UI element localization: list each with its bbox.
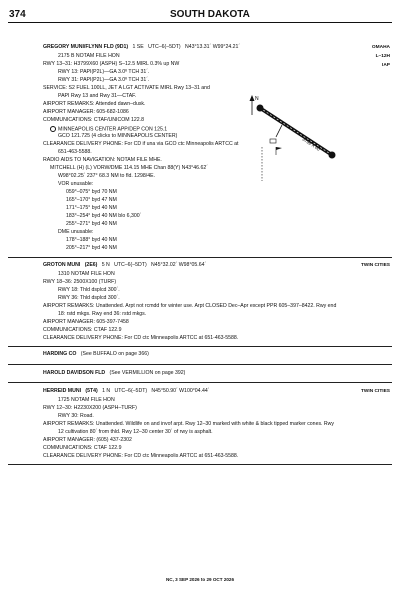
app-line: MINNEAPOLIS CENTER APP/DEP CON 125.1: [50, 126, 167, 133]
cross-reference: (See VERMILLION on page 392): [109, 370, 186, 376]
vor-item: 183°–254° byd 40 NM blo 6,300´: [66, 213, 142, 219]
airport-location: 1 SE: [132, 44, 144, 50]
airport-name: GREGORY MUNI/FLYNN FLD: [43, 44, 114, 50]
vor-unusable-label: VOR unusable:: [58, 181, 94, 187]
north-arrow-icon: [250, 95, 260, 115]
airport-elev-line: 2175 B NOTAM FILE HON: [58, 53, 120, 59]
runway-line: RWY 18–36: 2500X100 (TURF): [43, 279, 117, 285]
vor-item: 255°–271° byd 40 NM: [66, 221, 117, 227]
comms-line: COMMUNICATIONS: CTAF 122.9: [43, 445, 122, 451]
entry-divider: [8, 364, 392, 365]
airport-utc: UTC–6(–5DT): [148, 44, 181, 50]
entry-divider: [8, 464, 392, 465]
state-title: SOUTH DAKOTA: [170, 9, 250, 20]
airport-coords: N45°50.90´ W100°04.44´: [151, 388, 210, 394]
info-circle-icon: [50, 126, 56, 132]
entry-harding: [43, 352, 149, 357]
radio-aids-line: RADIO AIDS TO NAVIGATION: NOTAM FILE MHE.: [43, 157, 162, 163]
chart-label-iap: IAP: [382, 63, 390, 68]
manager-line: AIRPORT MANAGER: 605-397-7458: [43, 319, 129, 325]
airport-name: HERREID MUNI: [43, 388, 82, 394]
remarks-line: 18: rstd mkgs. Rwy end 36: rstd mkgs.: [58, 311, 147, 317]
airport-elev-line: 1310 NOTAM FILE HON: [58, 271, 115, 277]
runway-line: RWY 31: PAPI(P2L)—GA 3.0º TCH 31´.: [58, 77, 150, 83]
airport-location: 1 N: [102, 388, 111, 394]
dme-item: 178°–188° byd 40 NM: [66, 237, 117, 243]
remarks-line: 12 cultivation 80´ from thld. Rwy 12–30 center 30´ of rwy is asphalt.: [58, 429, 213, 435]
clearance-line: CLEARANCE DELIVERY PHONE: For CD ctc Minneapolis ARTCC at 651-463-5588.: [43, 453, 239, 459]
page-footer: NC, 3 SEP 2026 to 29 OCT 2026: [165, 577, 235, 582]
clearance-line: CLEARANCE DELIVERY PHONE: For CD if una via GCO ctc Minneapolis ARTCC at: [43, 141, 239, 147]
hangar-icon: [270, 139, 276, 143]
runway-line: RWY 30: Road.: [58, 413, 94, 419]
runway-end-marker-icon: [257, 105, 264, 112]
north-label: N: [255, 96, 259, 102]
comms-line: COMMUNICATIONS: CTAF 122.9: [43, 327, 122, 333]
runway-line: RWY 18: Thld dsplcd 300´.: [58, 287, 120, 293]
airport-location: 5 N: [101, 262, 110, 268]
comms-line: COMMUNICATIONS: CTAF/UNICOM 122.8: [43, 117, 144, 123]
manager-line: AIRPORT MANAGER: 605-682-1086: [43, 109, 129, 115]
entry-divider: [8, 346, 392, 347]
cross-reference: (See BUFFALO on page 366): [80, 351, 149, 357]
windsock-icon: [276, 147, 282, 155]
airport-diagram: [242, 85, 360, 185]
airport-coords: N45°32.02´ W98°05.64´: [151, 262, 207, 268]
runway-end-marker-icon: [329, 152, 336, 159]
service-line: SERVICE: S2 FUEL 100LL, JET A LGT ACTIVATE MIRL Rwy 13–31 and: [43, 85, 210, 91]
dme-item: 205°–217° byd 40 NM: [66, 245, 117, 251]
airport-ident: (5T4): [85, 388, 98, 394]
vor-item: 165°–170° byd 47 NM: [66, 197, 117, 203]
header-rule: [8, 22, 392, 23]
remarks-line: AIRPORT REMARKS: Unattended. Arpt not rcmdd for winter use. Arpt CLOSED Dec–Apr except PPR 605–397–8422. Rwy end: [43, 303, 337, 309]
navaid-line: W98°02.25´ 237° 68.3 NM to fld. 1298/4E.: [58, 173, 156, 179]
airport-utc: UTC–6(–5DT): [114, 262, 147, 268]
remarks-line: AIRPORT REMARKS: Attended dawn–dusk.: [43, 101, 146, 107]
navaid-line: MITCHELL (H) (L) VORW/DME 114.15 MHE Chan 88(Y) N43°46.62´: [50, 165, 208, 171]
runway-line: RWY 36: Thld dsplcd 300´.: [58, 295, 120, 301]
clearance-line: CLEARANCE DELIVERY PHONE: For CD ctc Minneapolis ARTCC at 651-463-5588.: [43, 335, 239, 341]
runway-line: RWY 13: PAPI(P2L)—GA 3.0º TCH 31´.: [58, 69, 150, 75]
dme-unusable-label: DME unusable:: [58, 229, 94, 235]
airport-name: HAROLD DAVIDSON FLD: [43, 370, 106, 376]
airport-ident: (2E6): [84, 262, 98, 268]
chart-label-twin-cities: TWIN CITIES: [360, 389, 390, 394]
entry-divider: [8, 257, 392, 258]
chart-label-twin-cities: TWIN CITIES: [360, 263, 390, 268]
service-line: PAPI Rwy 13 and Rwy 31—CTAF.: [58, 93, 137, 99]
vor-item: 059°–075° byd 70 NM: [66, 189, 117, 195]
taxiway: [276, 125, 282, 137]
chart-label-l12h: L–12H: [375, 54, 390, 59]
clearance-line: 651-463-5588.: [58, 149, 92, 155]
entry-harold-davidson: [43, 371, 185, 376]
gco-line: GCO 121.725 (4 clicks to MINNEAPOLIS CENTER): [58, 133, 178, 139]
airport-utc: UTC–6(–5DT): [114, 388, 148, 394]
airport-elev-line: 1725 NOTAM FILE HON: [58, 397, 115, 403]
chart-label-omaha: OMAHA: [371, 45, 390, 50]
runway-line: RWY 12–30: H2230X200 (ASPH–TURF): [43, 405, 137, 411]
manager-line: AIRPORT MANAGER: (605) 437-2302: [43, 437, 132, 443]
airport-name: GROTON MUNI: [43, 262, 81, 268]
remarks-line: AIRPORT REMARKS: Unattended. Wildlife on and invof arpt. Rwy 12–30 marked with white & black tipped marker cones. Rwy: [43, 421, 335, 427]
airport-coords: N43°13.31´ W99°24.21´: [184, 44, 241, 50]
entry-divider: [8, 382, 392, 383]
page-number: 374: [9, 9, 26, 20]
airport-ident: (9D1): [115, 44, 129, 50]
airport-name: HARDING CO: [43, 351, 77, 357]
runway-line: RWY 13–31: H3799X60 (ASPH) S–12.5 MIRL 0.3% up NW: [43, 61, 180, 67]
runway-dims-label: 3799 X 60: [301, 136, 321, 152]
vor-item: 171°–175° byd 40 NM: [66, 205, 117, 211]
